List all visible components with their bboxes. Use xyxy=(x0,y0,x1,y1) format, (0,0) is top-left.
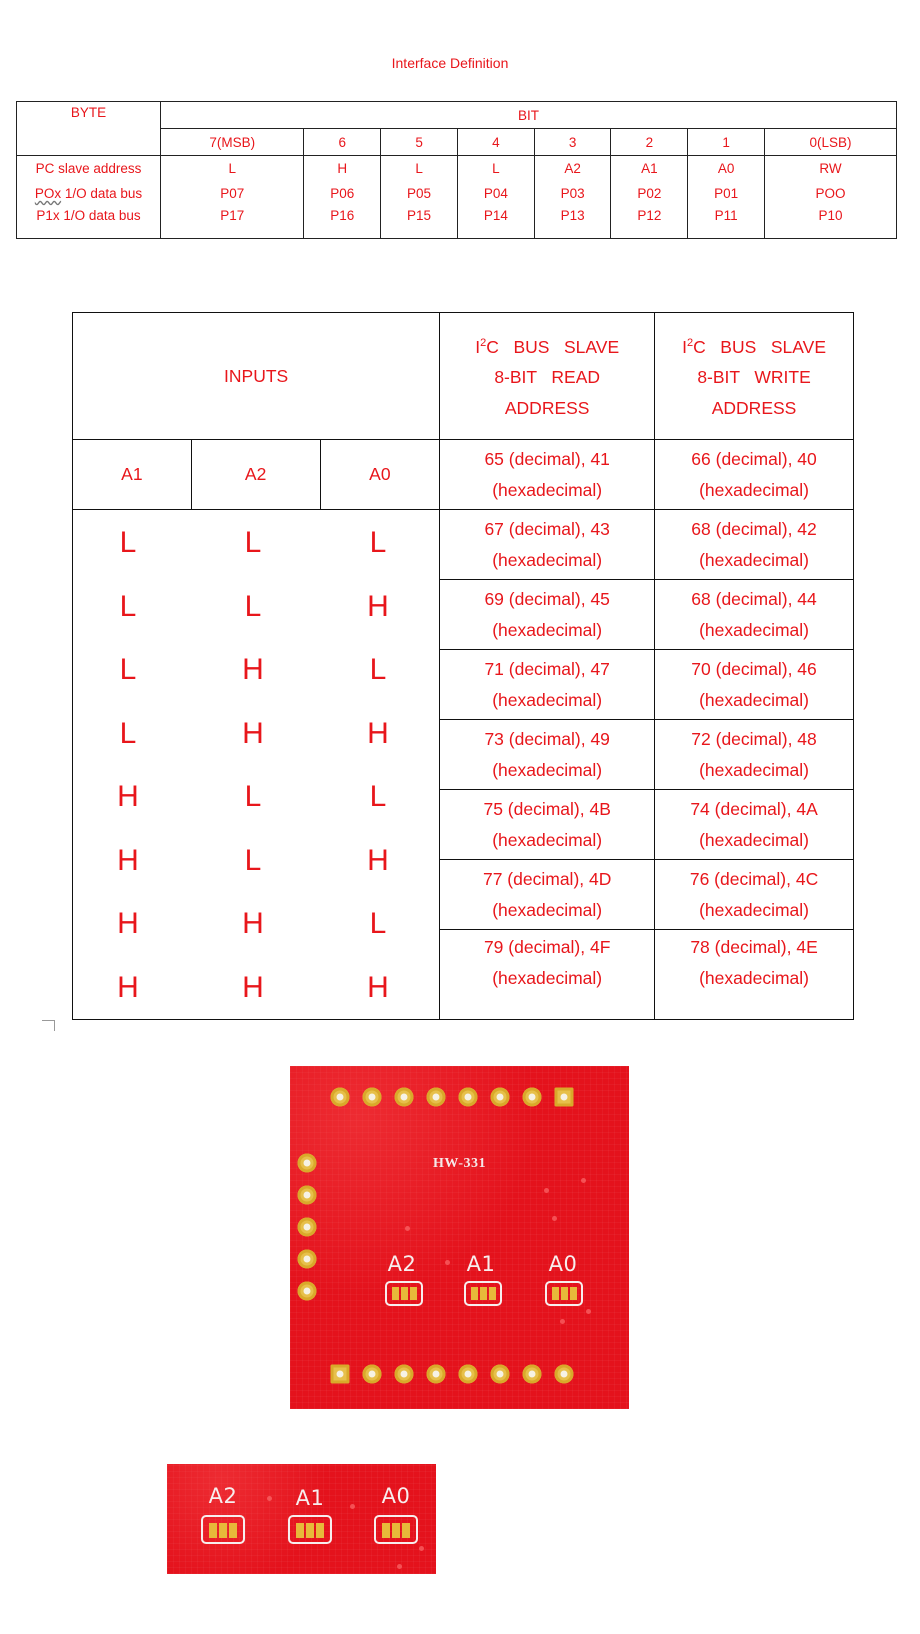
table-row xyxy=(17,156,897,182)
header-pad xyxy=(523,1365,542,1384)
bit-col: 5 xyxy=(381,129,458,156)
input-level: L xyxy=(369,907,387,940)
input-col-a2: A2 xyxy=(191,440,320,510)
cell: P17 xyxy=(161,206,304,239)
header-pad xyxy=(363,1365,382,1384)
jumper-label-a2: A2 xyxy=(387,1252,417,1276)
bit-header: BIT xyxy=(161,102,897,129)
header-pad xyxy=(555,1365,574,1384)
header-pad xyxy=(331,1088,350,1107)
row-label-suffix: 1/O data bus xyxy=(61,186,143,201)
input-level: H xyxy=(242,653,264,686)
write-address-cell: 72 (decimal), 48 (hexadecimal) xyxy=(655,720,854,790)
header-line2: 8-BIT WRITE xyxy=(697,367,811,388)
board-model-label: HW-331 xyxy=(432,1156,487,1171)
jumper-label-a2: A2 xyxy=(208,1484,238,1508)
jumper-label-a0: A0 xyxy=(548,1252,578,1276)
input-level: H xyxy=(367,716,389,750)
cell: P03 xyxy=(534,181,611,206)
cell: L xyxy=(457,156,534,182)
input-level: L xyxy=(119,716,137,750)
header-line3: ADDRESS xyxy=(711,398,797,419)
header-pad xyxy=(331,1365,350,1384)
jumper-label-a1: A1 xyxy=(295,1486,325,1510)
cell: P14 xyxy=(457,206,534,239)
interface-definition-table xyxy=(16,101,897,239)
cell: H xyxy=(304,156,381,182)
header-sup: 2 xyxy=(480,336,487,349)
header-pad xyxy=(298,1186,317,1205)
cell: P16 xyxy=(304,206,381,239)
write-address-cell: 78 (decimal), 4E (hexadecimal) xyxy=(655,930,854,1020)
row-label-prefix: POx xyxy=(34,186,62,201)
row-label: PC slave address xyxy=(17,156,161,182)
input-level: H xyxy=(242,716,264,750)
cell: P01 xyxy=(688,181,765,206)
header-sup: 2 xyxy=(686,336,694,349)
input-level: L xyxy=(119,589,137,623)
bit-col: 3 xyxy=(534,129,611,156)
header-line1: C BUS SLAVE xyxy=(693,336,826,357)
header-pad xyxy=(298,1154,317,1173)
input-level: H xyxy=(367,970,389,1004)
cell: P13 xyxy=(534,206,611,239)
document-title: Interface Definition xyxy=(391,55,509,71)
input-level: L xyxy=(244,526,262,559)
jumper-label-a0: A0 xyxy=(381,1484,411,1508)
cell: L xyxy=(381,156,458,182)
input-level: H xyxy=(117,843,139,877)
header-line3: ADDRESS xyxy=(504,398,590,419)
write-address-cell: 66 (decimal), 40 (hexadecimal) xyxy=(655,440,854,510)
header-pad xyxy=(298,1282,317,1301)
cell: POO xyxy=(765,181,897,206)
read-address-cell: 67 (decimal), 43 (hexadecimal) xyxy=(440,510,655,580)
jumper-pad-a1 xyxy=(464,1281,502,1306)
jumper-pad-a1 xyxy=(288,1515,332,1544)
jumper-pad-a2 xyxy=(385,1281,423,1306)
input-levels-area xyxy=(73,510,440,1020)
input-level: H xyxy=(367,843,389,877)
header-pad xyxy=(298,1218,317,1237)
header-pad xyxy=(491,1088,510,1107)
header-i: I xyxy=(475,336,481,357)
cell: L xyxy=(161,156,304,182)
read-address-cell: 73 (decimal), 49 (hexadecimal) xyxy=(440,720,655,790)
header-i: I xyxy=(682,336,687,357)
input-level: L xyxy=(244,780,262,813)
write-address-cell: 68 (decimal), 42 (hexadecimal) xyxy=(655,510,854,580)
cell: A1 xyxy=(611,156,688,182)
header-pad xyxy=(298,1250,317,1269)
read-address-cell: 69 (decimal), 45 (hexadecimal) xyxy=(440,580,655,650)
write-address-cell: 74 (decimal), 4A (hexadecimal) xyxy=(655,790,854,860)
cell: P02 xyxy=(611,181,688,206)
header-pad xyxy=(363,1088,382,1107)
header-pad xyxy=(395,1088,414,1107)
header-pad xyxy=(523,1088,542,1107)
jumper-pad-a2 xyxy=(201,1515,245,1544)
header-pad xyxy=(427,1365,446,1384)
jumper-pad-a0 xyxy=(545,1281,583,1306)
i2c-address-table xyxy=(72,312,854,1020)
read-address-cell: 65 (decimal), 41 (hexadecimal) xyxy=(440,440,655,510)
pcb-board-image xyxy=(290,1066,629,1409)
row-label xyxy=(17,181,161,206)
header-pad xyxy=(459,1365,478,1384)
input-level: H xyxy=(367,589,389,623)
jumper-pad-a0 xyxy=(374,1515,418,1544)
jumper-closeup-image xyxy=(167,1464,436,1574)
cell: A0 xyxy=(688,156,765,182)
cell: P11 xyxy=(688,206,765,239)
header-line2: 8-BIT READ xyxy=(494,367,601,388)
input-level: H xyxy=(242,907,264,940)
paragraph-corner-mark xyxy=(42,1020,55,1031)
header-pad xyxy=(491,1365,510,1384)
input-level: L xyxy=(119,653,137,686)
input-level: H xyxy=(117,970,139,1004)
inputs-header: INPUTS xyxy=(73,313,440,440)
cell: P06 xyxy=(304,181,381,206)
byte-header: BYTE xyxy=(17,102,161,156)
input-level: L xyxy=(244,589,262,623)
write-address-header xyxy=(655,313,854,440)
input-level: H xyxy=(117,907,139,940)
bit-col: 2 xyxy=(611,129,688,156)
table-row xyxy=(17,181,897,206)
cell: P04 xyxy=(457,181,534,206)
bit-col: 0(LSB) xyxy=(765,129,897,156)
header-pad xyxy=(427,1088,446,1107)
input-level: H xyxy=(242,970,264,1004)
write-address-cell: 70 (decimal), 46 (hexadecimal) xyxy=(655,650,854,720)
bit-col: 7(MSB) xyxy=(161,129,304,156)
bit-col: 1 xyxy=(688,129,765,156)
input-level: L xyxy=(369,780,387,813)
header-pad xyxy=(459,1088,478,1107)
write-address-cell: 68 (decimal), 44 (hexadecimal) xyxy=(655,580,854,650)
cell: A2 xyxy=(534,156,611,182)
read-address-cell: 77 (decimal), 4D (hexadecimal) xyxy=(440,860,655,930)
read-address-cell: 71 (decimal), 47 (hexadecimal) xyxy=(440,650,655,720)
input-col-a1: A1 xyxy=(73,440,192,510)
write-address-cell: 76 (decimal), 4C (hexadecimal) xyxy=(655,860,854,930)
cell: RW xyxy=(765,156,897,182)
read-address-cell: 75 (decimal), 4B (hexadecimal) xyxy=(440,790,655,860)
input-level: L xyxy=(119,526,137,559)
cell: P10 xyxy=(765,206,897,239)
header-pad xyxy=(395,1365,414,1384)
header-pad xyxy=(555,1088,574,1107)
input-level: L xyxy=(369,526,387,559)
input-level: H xyxy=(117,780,139,813)
cell: P05 xyxy=(381,181,458,206)
cell: P12 xyxy=(611,206,688,239)
read-address-header xyxy=(440,313,655,440)
bit-col: 4 xyxy=(457,129,534,156)
read-address-cell: 79 (decimal), 4F (hexadecimal) xyxy=(440,930,655,1020)
table-row xyxy=(17,206,897,239)
row-label: P1x 1/O data bus xyxy=(17,206,161,239)
cell: P07 xyxy=(161,181,304,206)
input-level: L xyxy=(244,843,262,877)
cell: P15 xyxy=(381,206,458,239)
bit-col: 6 xyxy=(304,129,381,156)
header-line1: C BUS SLAVE xyxy=(486,336,620,357)
input-level: L xyxy=(369,653,387,686)
jumper-label-a1: A1 xyxy=(466,1252,496,1276)
input-col-a0: A0 xyxy=(320,440,440,510)
